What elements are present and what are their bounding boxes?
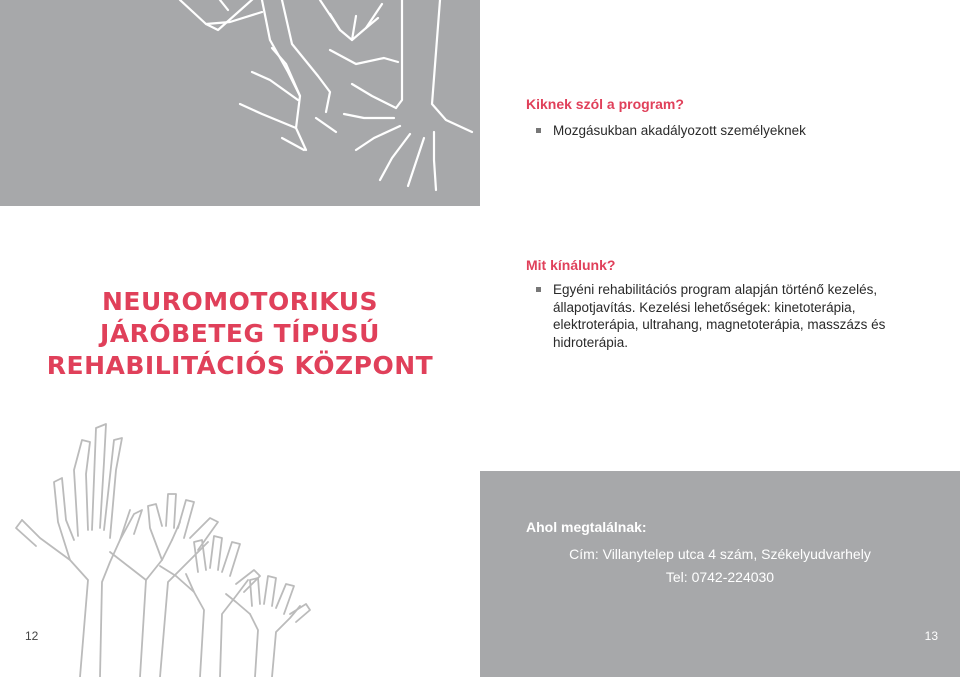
for-whom-item-text: Mozgásukban akadályozott személyeknek — [553, 123, 806, 138]
raised-hands-illustration-bottom — [0, 410, 480, 677]
address-text: Cím: Villanytelep utca 4 szám, Székelyudvarhely — [569, 546, 871, 562]
for-whom-item — [536, 122, 926, 140]
title-line-3: REHABILITÁCIÓS KÖZPONT — [46, 351, 434, 380]
center-title — [30, 286, 450, 382]
offer-item — [536, 281, 926, 351]
offer-heading: Mit kínálunk? — [526, 257, 616, 273]
offer-item-text: Egyéni rehabilitációs program alapján történő kezelés, állapotjavítás. Kezelési lehetőségek: kinetoterápia, elektroterápia, ultrahang, magnetoterápia, masszázs és hidroterápia. — [553, 282, 886, 350]
raised-hands-illustration — [0, 0, 480, 206]
title-line-2: JÁRÓBETEG TÍPUSÚ — [100, 319, 380, 348]
location-heading: Ahol megtalálnak: — [526, 519, 647, 535]
page-number-left: 12 — [25, 629, 39, 643]
phone-text: Tel: 0742-224030 — [665, 569, 775, 585]
bullet-square-icon — [536, 128, 541, 133]
bullet-square-icon — [536, 287, 541, 292]
for-whom-heading: Kiknek szól a program? — [526, 96, 684, 112]
page-number-right: 13 — [924, 629, 938, 643]
title-line-1: NEUROMOTORIKUS — [101, 287, 379, 316]
